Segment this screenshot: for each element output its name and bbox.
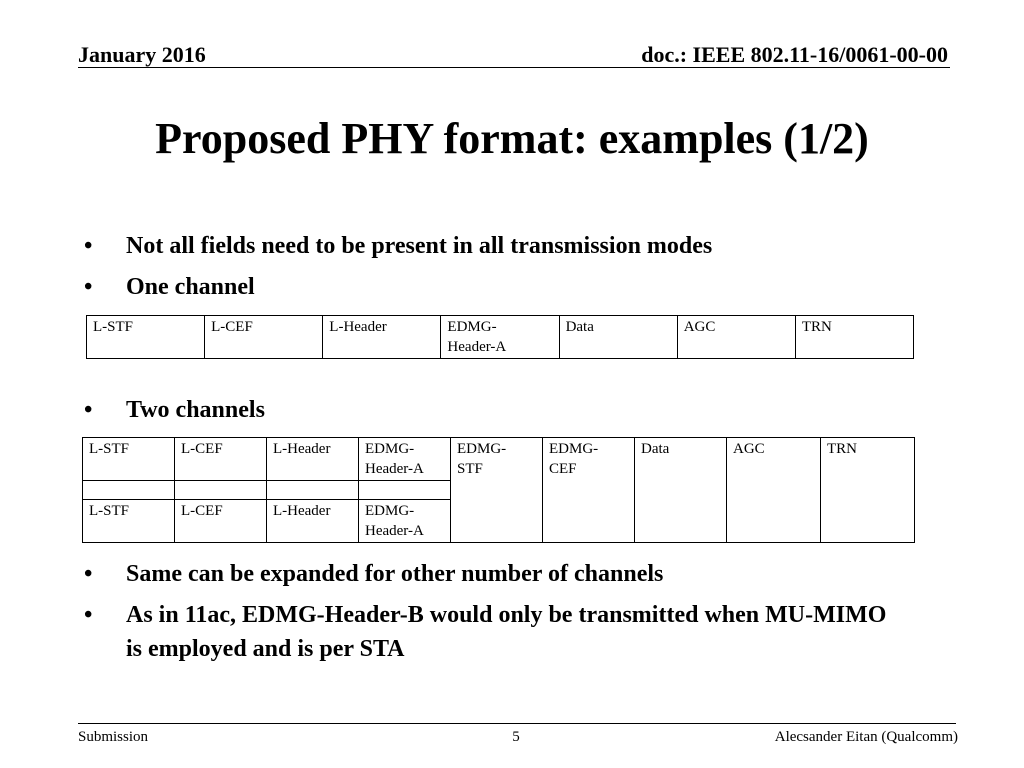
- bullet-text: Two channels: [126, 397, 265, 423]
- field-l-header: L-Header: [323, 316, 441, 359]
- shared-field-agc: AGC: [727, 438, 821, 543]
- bullet-text: As in 11ac, EDMG-Header-B would only be transmitted when MU-MIMO is employed and is per STA: [126, 602, 887, 662]
- ch2-field-l-stf: L-STF: [83, 500, 175, 543]
- bullet-marker: •: [84, 602, 93, 628]
- footer-submission: Submission: [78, 729, 149, 745]
- header-rule: [78, 67, 950, 68]
- bullet-text: One channel: [126, 274, 255, 300]
- field-data: Data: [559, 316, 677, 359]
- shared-field-data: Data: [635, 438, 727, 543]
- ch2-field-edmg-header-a: EDMG- Header-A: [359, 500, 451, 543]
- ch1-field-edmg-header-a: EDMG- Header-A: [359, 438, 451, 481]
- bullet-marker: •: [84, 397, 93, 423]
- ch1-field-l-cef: L-CEF: [175, 438, 267, 481]
- spacer-cell: [359, 481, 451, 500]
- ch2-field-l-cef: L-CEF: [175, 500, 267, 543]
- spacer-cell: [267, 481, 359, 500]
- shared-field-trn: TRN: [821, 438, 915, 543]
- spacer-cell: [175, 481, 267, 500]
- shared-field-edmg-cef: EDMG- CEF: [543, 438, 635, 543]
- field-trn: TRN: [795, 316, 913, 359]
- slide-title: Proposed PHY format: examples (1/2): [155, 114, 869, 163]
- bullet-text: Same can be expanded for other number of channels: [126, 561, 664, 587]
- bullet-marker: •: [84, 561, 93, 587]
- footer-author: Alecsander Eitan (Qualcomm): [774, 729, 958, 745]
- one-channel-frame: [86, 315, 914, 359]
- bullet-marker: •: [84, 233, 93, 259]
- header-date: January 2016: [78, 42, 206, 67]
- shared-field-edmg-stf: EDMG- STF: [451, 438, 543, 543]
- spacer-cell: [83, 481, 175, 500]
- field-agc: AGC: [677, 316, 795, 359]
- ch1-field-l-stf: L-STF: [83, 438, 175, 481]
- page-number: 5: [512, 729, 520, 745]
- ch1-field-l-header: L-Header: [267, 438, 359, 481]
- field-edmg-header-a: EDMG- Header-A: [441, 316, 559, 359]
- field-l-cef: L-CEF: [205, 316, 323, 359]
- ch2-field-l-header: L-Header: [267, 500, 359, 543]
- field-l-stf: L-STF: [87, 316, 205, 359]
- header-doc-id: doc.: IEEE 802.11-16/0061-00-00: [641, 42, 948, 67]
- footer-rule: [78, 723, 956, 724]
- two-channel-frame: [82, 437, 915, 543]
- bullet-marker: •: [84, 274, 93, 300]
- bullet-text: Not all fields need to be present in all transmission modes: [126, 233, 713, 259]
